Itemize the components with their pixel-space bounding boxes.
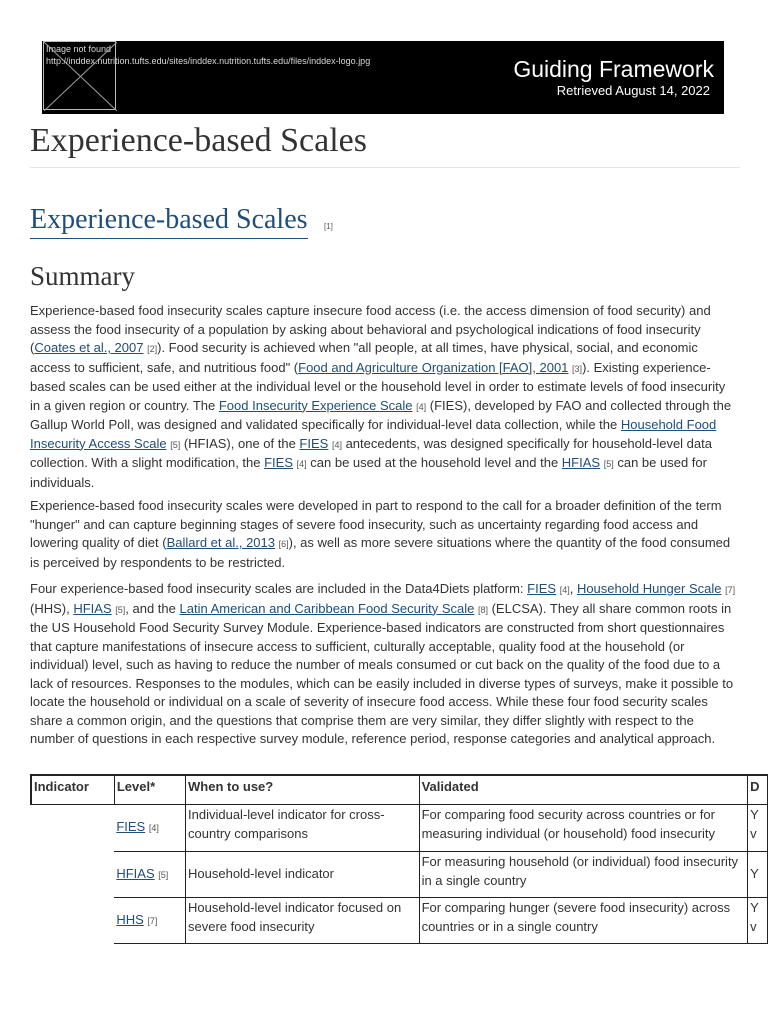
link-hhs[interactable]: HHS [116, 911, 144, 927]
p3-text-2: , [569, 581, 577, 596]
header-banner [42, 41, 724, 114]
summary-paragraph-1 [30, 302, 738, 492]
table-cell-indicator [114, 852, 185, 898]
table-cell-level: Household-level indicator focused on severe food insecurity [186, 898, 420, 944]
table-header-cell: Level* [114, 775, 185, 805]
summary-heading: Summary [30, 261, 135, 291]
p1-text-4: (FIES), developed by FAO and collected through the Gallup World Poll, was designed and validated specifically for individual-level data collection, while the [30, 397, 732, 432]
table-cell-when: For comparing hunger (severe food insecurity) across countries or in a single country [419, 898, 748, 944]
ref-marker: [4] [148, 823, 159, 834]
p1-text-3: ). Existing experience-based scales can be used either at the individual level or the household level in order to estimate levels of food insecurity in a given region or country. The [30, 359, 726, 413]
ref-marker: [5] [603, 459, 614, 469]
ref-marker: [4] [559, 585, 570, 595]
ref-marker: [4] [331, 439, 342, 450]
summary-paragraph-2 [30, 497, 738, 572]
table-header-cell: When to use? [186, 775, 420, 805]
p3-text-4: , and the [125, 600, 180, 616]
section-title-link[interactable]: Experience-based Scales [30, 202, 308, 239]
link-fies[interactable]: FIES [299, 435, 329, 451]
table-cell-validated: Y [748, 852, 768, 898]
link-hfias[interactable]: HFIAS [73, 600, 112, 616]
summary-paragraph-3 [30, 580, 738, 749]
table-cell-when: For comparing food security across countries or for measuring individual (or household) food insecurity [419, 805, 748, 852]
link-hfias[interactable]: HFIAS [561, 455, 601, 470]
table-cell-empty [31, 805, 114, 852]
page-title: Experience-based Scales [30, 122, 367, 159]
link-fies-full[interactable]: Food Insecurity Experience Scale [218, 397, 413, 413]
link-fies[interactable]: FIES [527, 581, 557, 596]
p1-text-2: ). Food security is achieved when "all people, at all times, have physical, social, and economic access to sufficient, safe, and nutritious food" ( [30, 340, 698, 375]
table-cell-indicator [114, 805, 185, 852]
table-header-cell: D [748, 775, 768, 805]
scales-comparison-table [30, 774, 768, 944]
ref-marker: [3] [572, 363, 583, 374]
ref-marker: [4] [416, 401, 427, 412]
ref-marker: [7] [147, 915, 158, 926]
p2-text-2: ), as well as more severe situations where the quantity of the food consumed is perceived by respondents to be restricted. [30, 535, 731, 570]
ref-marker: [5] [170, 439, 181, 450]
title-divider [30, 167, 740, 168]
p1-text-7: can be used at the household level and the [306, 455, 562, 470]
ref-marker: [2] [147, 344, 158, 354]
p1-text-5: (HFIAS), one of the [180, 435, 300, 451]
p1-text-6: antecedents, was designed specifically for household-level data collection. With a slight modification, the [30, 435, 712, 470]
ref-marker: [5] [115, 604, 126, 615]
table-header-row [31, 775, 768, 805]
table-cell-when: For measuring household (or individual) food insecurity in a single country [419, 852, 748, 898]
table-cell-validated: Y v [748, 898, 768, 944]
link-hhs-full[interactable]: Household Hunger Scale [576, 581, 722, 596]
p3-text-1: Four experience-based food insecurity scales are included in the Data4Diets platform: [30, 581, 528, 596]
table-cell-empty [31, 852, 114, 898]
retrieved-date: Retrieved August 14, 2022 [556, 83, 710, 98]
section-title-ref: [1] [324, 222, 333, 231]
p1-text-1: Experience-based food insecurity scales capture insecure food access (i.e. the access dimension of food security) and assess the food insecurity of a population by asking about behavioral and psychological indications of food insecurity ( [30, 303, 711, 355]
table-header-cell: Indicator [31, 775, 114, 805]
logo-image-placeholder [43, 41, 371, 110]
link-elcsa-full[interactable]: Latin American and Caribbean Food Security Scale [179, 600, 475, 616]
link-fies[interactable]: FIES [116, 819, 146, 835]
table-cell-level: Household-level indicator [186, 852, 420, 898]
table-cell-empty [31, 898, 114, 944]
citation-link-coates-2007[interactable]: Coates et al., 2007 [34, 340, 144, 355]
link-hfias-full[interactable]: Household Food Insecurity Access Scale [30, 417, 717, 451]
table-cell-validated: Y v [748, 805, 768, 852]
ref-marker: [4] [296, 459, 307, 469]
p3-text-3: (HHS), [30, 600, 74, 616]
link-fies[interactable]: FIES [264, 455, 294, 470]
ref-marker: [7] [725, 585, 736, 595]
logo-alt-text: Image not found http://inddex.nutrition.tufts.edu/sites/inddex.nutrition.tufts.edu/files/inddex-logo.jpg [46, 44, 371, 66]
ref-marker: [5] [158, 869, 169, 880]
p1-text-8: can be used for individuals. [30, 455, 707, 490]
ref-marker: [6] [278, 539, 289, 549]
table-cell-level: Individual-level indicator for cross-country comparisons [186, 805, 420, 852]
table-row [31, 805, 768, 852]
table-row [31, 852, 768, 898]
table-row [31, 898, 768, 944]
table-header-cell: Validated [419, 775, 748, 805]
citation-link-ballard-2013[interactable]: Ballard et al., 2013 [166, 535, 275, 550]
table-cell-indicator [114, 898, 185, 944]
p3-text-5: (ELCSA). They all share common roots in the US Household Food Security Survey Module. Experience-based indicators are constructed from short questionnaires that capture manifestations of insecure access to sufficient, culturally acceptable, quality food at the household (or individual) level, such as having to reduce the number of meals consumed or cut back on the quality of the food due to a lack of resources. Responses to the modules, which can be easily included in diverse types of surveys, make it possible to locate the household or individual on a scale of severity of insecure food access. While these four food security scales share a common origin, and the questions that comprise them are very similar, they differ slightly with respect to the number of questions in each respective survey module, reference period, response categories and analytical approach. [30, 600, 734, 746]
p2-text-1: Experience-based food insecurity scales were developed in part to respond to the call for a broader definition of the term "hunger" and can capture beginning stages of severe food insecurity, such as uncertainty regarding food access and lowering quality of diet ( [30, 498, 722, 550]
link-hfias[interactable]: HFIAS [116, 865, 155, 881]
header-title: Guiding Framework [513, 56, 714, 82]
citation-link-fao-2001[interactable]: Food and Agriculture Organization [FAO], 2001 [298, 359, 569, 375]
ref-marker: [8] [477, 604, 488, 615]
